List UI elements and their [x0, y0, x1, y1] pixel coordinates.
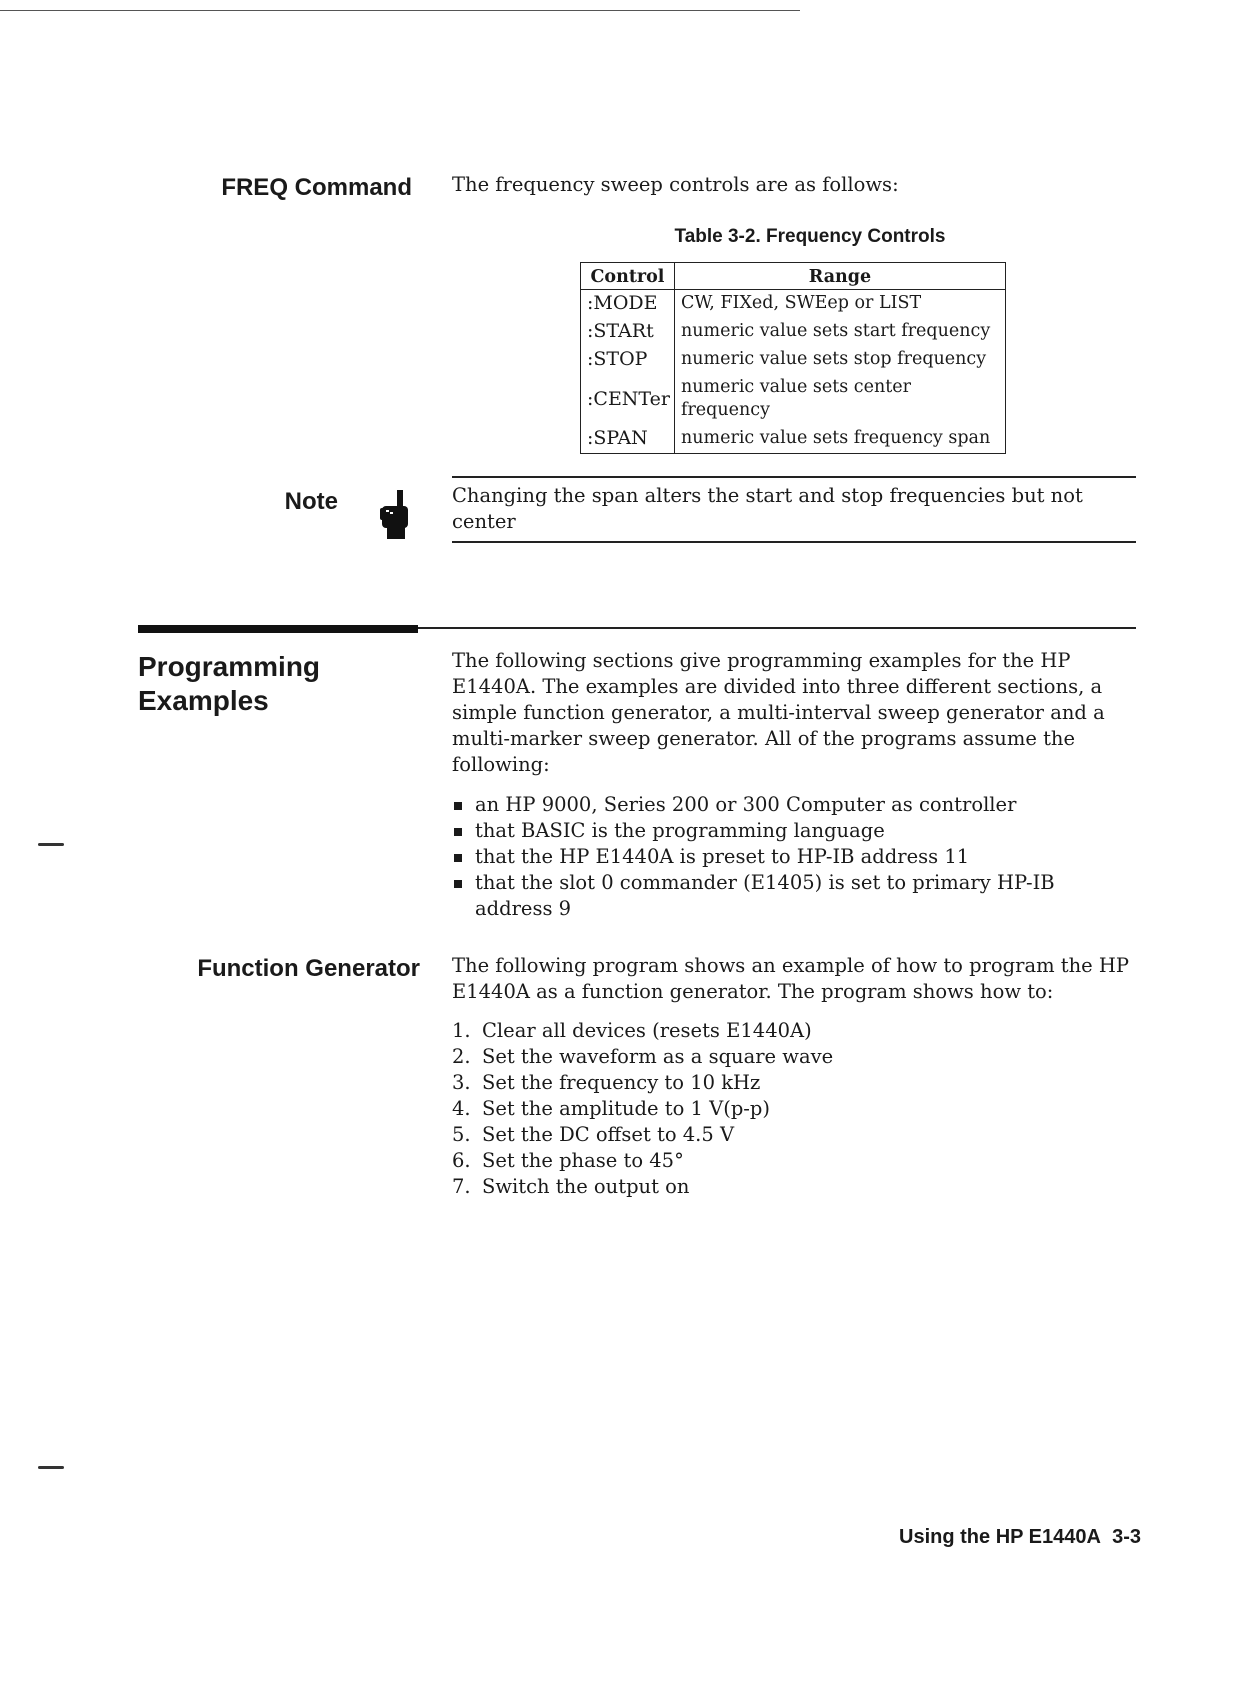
- scan-mark: [38, 843, 64, 846]
- step-number: 3.: [452, 1071, 471, 1094]
- page-footer: [899, 1526, 1141, 1549]
- control-cell: :MODE: [581, 290, 675, 319]
- control-cell: :SPAN: [581, 425, 675, 454]
- list-item: [452, 1044, 833, 1070]
- step-text: Set the waveform as a square wave: [482, 1045, 834, 1068]
- table-row: [581, 425, 1006, 454]
- step-text: Set the phase to 45°: [482, 1149, 684, 1172]
- freq-intro-text: The frequency sweep controls are as follows:: [452, 173, 899, 196]
- list-item: [452, 1070, 833, 1096]
- note-label: Note: [284, 488, 338, 515]
- assumptions-list: [452, 792, 1135, 922]
- range-cell: numeric value sets center frequency: [674, 374, 1005, 425]
- freq-command-heading: FREQ Command: [221, 174, 412, 201]
- section-rule: [418, 627, 1136, 629]
- steps-list: [452, 1018, 833, 1200]
- range-cell: CW, FIXed, SWEep or LIST: [674, 290, 1005, 319]
- pointing-hand-icon: [378, 490, 412, 540]
- control-cell: :STOP: [581, 346, 675, 374]
- note-bottom-rule: [452, 541, 1136, 543]
- list-item: [452, 1018, 833, 1044]
- range-cell: numeric value sets stop frequency: [674, 346, 1005, 374]
- top-rule: [0, 10, 800, 11]
- step-text: Set the amplitude to 1 V(p-p): [482, 1097, 770, 1120]
- list-item: [452, 1096, 833, 1122]
- function-generator-heading: Function Generator: [197, 955, 420, 982]
- programming-intro-text: The following sections give programming examples for the HP E1440A. The examples are divided into three different sections, a simple function generator, a multi-interval sweep generator and a multi-marker sweep generator. All of the programs assume the following:: [452, 649, 1105, 776]
- step-text: Switch the output on: [482, 1175, 690, 1198]
- list-item: [452, 1174, 833, 1200]
- note-text: Changing the span alters the start and stop frequencies but not center: [452, 484, 1083, 533]
- step-text: Set the frequency to 10 kHz: [482, 1071, 761, 1094]
- heading-line: Programming: [138, 651, 321, 682]
- step-number: 4.: [452, 1097, 471, 1120]
- frequency-controls-table: [580, 262, 1006, 454]
- list-item: that the HP E1440A is preset to HP-IB address 11: [452, 844, 1135, 870]
- column-header-range: Range: [674, 263, 1005, 290]
- table-row: [581, 318, 1006, 346]
- step-number: 2.: [452, 1045, 471, 1068]
- range-cell: numeric value sets frequency span: [674, 425, 1005, 454]
- footer-section-title: Using the HP E1440A: [899, 1526, 1101, 1548]
- list-item: that the slot 0 commander (E1405) is set to primary HP-IB address 9: [452, 870, 1135, 922]
- step-number: 1.: [452, 1019, 471, 1042]
- table-row: [581, 374, 1006, 425]
- list-item: [452, 1148, 833, 1174]
- control-cell: :CENTer: [581, 374, 675, 425]
- step-text: Set the DC offset to 4.5 V: [482, 1123, 735, 1146]
- step-text: Clear all devices (resets E1440A): [482, 1019, 812, 1042]
- table-row: [581, 290, 1006, 319]
- table-row: [581, 346, 1006, 374]
- section-bar: [138, 625, 418, 633]
- control-cell: :STARt: [581, 318, 675, 346]
- range-cell: numeric value sets start frequency: [674, 318, 1005, 346]
- step-number: 6.: [452, 1149, 471, 1172]
- heading-line: Examples: [138, 685, 269, 716]
- list-item: an HP 9000, Series 200 or 300 Computer as controller: [452, 792, 1135, 818]
- list-item: that BASIC is the programming language: [452, 818, 1135, 844]
- table-title: Table 3-2. Frequency Controls: [674, 226, 946, 247]
- list-item: [452, 1122, 833, 1148]
- step-number: 7.: [452, 1175, 471, 1198]
- step-number: 5.: [452, 1123, 471, 1146]
- function-generator-intro: The following program shows an example of how to program the HP E1440A as a function generator. The program shows how to:: [452, 954, 1130, 1003]
- column-header-control: Control: [581, 263, 675, 290]
- scan-mark: [38, 1466, 64, 1469]
- page-number: 3-3: [1112, 1526, 1141, 1548]
- programming-examples-heading: [138, 650, 320, 718]
- note-top-rule: [452, 476, 1136, 478]
